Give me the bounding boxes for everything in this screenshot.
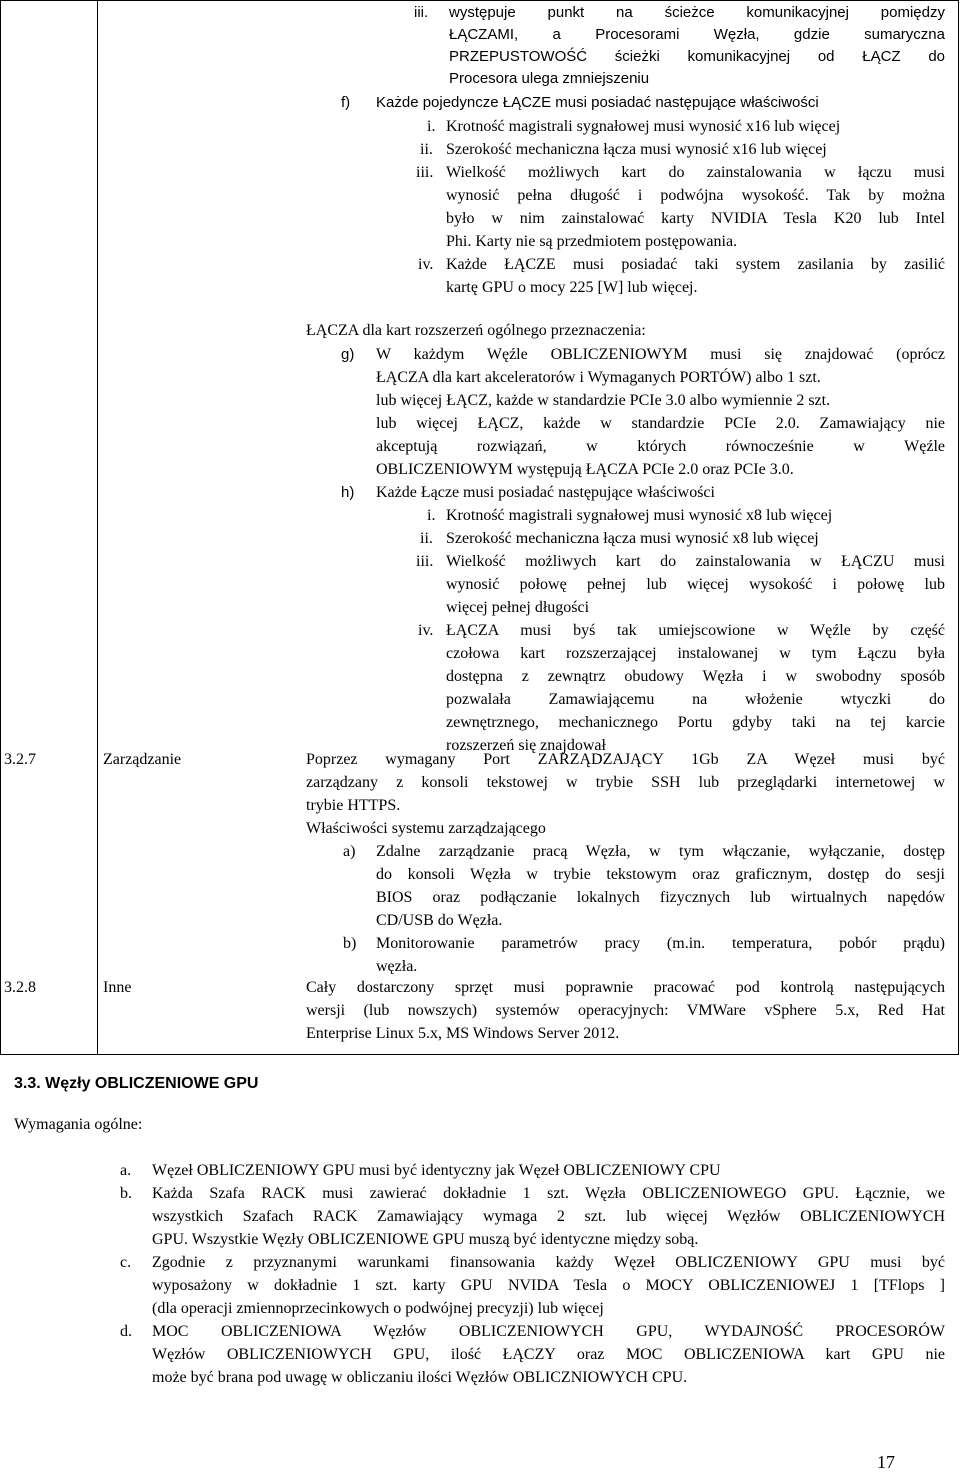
- h-item-line: rozszerzeń się znajdował: [446, 737, 606, 754]
- gpu-item-line: (dla operacji zmiennoprzecinkowych o podwójnej precyzji) lub więcej: [152, 1300, 604, 1317]
- row-text-line: Poprzez wymagany Port ZARZĄDZAJĄCY 1Gb ZA Węzeł musi być: [306, 751, 945, 768]
- table-col-divider: [97, 0, 98, 1055]
- gpu-item-label: b.: [120, 1185, 132, 1202]
- section-heading: 3.3. Węzły OBLICZENIOWE GPU: [14, 1075, 259, 1092]
- item-g-line: ŁĄCZA dla kart akceleratorów i Wymaganych PORTÓW) albo 1 szt.: [376, 369, 821, 386]
- h-item-line: czołowa kart rozszerzającej instalowanej w tym Łączu była: [446, 645, 945, 662]
- table-bottom-border: [0, 1054, 959, 1055]
- f-item-number: iv.: [418, 256, 434, 273]
- item-h-text: Każde Łącze musi posiadać następujące właściwości: [376, 484, 715, 501]
- section-subheading: Wymagania ogólne:: [14, 1116, 143, 1133]
- row-number: 3.2.8: [4, 979, 36, 996]
- mgmt-item-label: b): [343, 935, 357, 952]
- mgmt-item-line: BIOS oraz podłączanie lokalnych fizycznych lub wirtualnych napędów: [376, 889, 945, 906]
- table-top-border: [0, 0, 958, 1]
- f-item-line: było w nim zainstalować karty NVIDIA Tesla K20 lub Intel: [446, 210, 945, 227]
- table-left-border: [0, 0, 1, 1055]
- item-g-line: lub więcej ŁĄCZ, każde w standardzie PCIe 3.0 albo wymiennie 2 szt.: [376, 392, 831, 409]
- f-item-line: Każde ŁĄCZE musi posiadać taki system zasilania by zasilić: [446, 256, 945, 273]
- item-h-label: h): [341, 484, 355, 501]
- gpu-item-line: wszystkich Szafach RACK Zamawiający wymaga 2 szt. lub więcej Węzłów OBLICZENIOWYCH: [152, 1208, 945, 1225]
- general-intro: ŁĄCZA dla kart rozszerzeń ogólnego przeznaczenia:: [306, 322, 646, 339]
- page-number: 17: [877, 1452, 895, 1472]
- f-item-line: kartę GPU o mocy 225 [W] lub więcej.: [446, 279, 698, 296]
- gpu-item-line: Węzłów OBLICZENIOWYCH GPU, ilość ŁĄCZY oraz MOC OBLICZENIOWA kart GPU nie: [152, 1346, 945, 1363]
- row-number: 3.2.7: [4, 751, 36, 768]
- f-item-line: wynosić pełna długość i podwójna wysokość. Tak by można: [446, 187, 945, 204]
- h-item-number: iii.: [416, 553, 434, 570]
- item-g-line: W każdym Węźle OBLICZENIOWYM musi się znajdować (oprócz: [376, 346, 945, 363]
- gpu-item-label: d.: [120, 1323, 132, 1340]
- h-item-number: ii.: [420, 530, 433, 547]
- mgmt-item-line: węzła.: [376, 958, 418, 975]
- item-g-line: akceptują rozwiązań, w których równocześnie w Węźle: [376, 438, 945, 455]
- f-item-line: Krotność magistrali sygnałowej musi wynosić x16 lub więcej: [446, 118, 841, 135]
- gpu-item-line: MOC OBLICZENIOWA Węzłów OBLICZENIOWYCH GPU, WYDAJNOŚĆ PROCESORÓW: [152, 1323, 945, 1340]
- row-text-line: Cały dostarczony sprzęt musi poprawnie pracować pod kontrolą następujących: [306, 979, 945, 996]
- item-iii-line: występuje punkt na ścieżce komunikacyjnej pomiędzy: [449, 4, 945, 21]
- h-item-number: i.: [427, 507, 436, 524]
- row-label: Inne: [103, 979, 132, 996]
- f-item-number: i.: [427, 118, 436, 135]
- row-text-line: trybie HTTPS.: [306, 797, 401, 814]
- gpu-item-line: może być brana pod uwagę w obliczaniu ilości Węzłów OBLICZNIOWYCH CPU.: [152, 1369, 688, 1386]
- item-g-line: lub więcej ŁĄCZ, każde w standardzie PCIe 2.0. Zamawiający nie: [376, 415, 945, 432]
- item-iii-number: iii.: [414, 4, 429, 21]
- row-text-line: wersji (lub nowszych) systemów operacyjnych: VMWare vSphere 5.x, Red Hat: [306, 1002, 945, 1019]
- gpu-item-line: Zgodnie z przyznanymi warunkami finansowania każdy Węzeł OBLICZENIOWY GPU musi być: [152, 1254, 945, 1271]
- h-item-line: pozwalała Zamawiającemu na włożenie wtyczki do: [446, 691, 945, 708]
- f-item-line: Szerokość mechaniczna łącza musi wynosić x16 lub więcej: [446, 141, 827, 158]
- f-item-line: Wielkość możliwych kart do zainstalowania w łączu musi: [446, 164, 945, 181]
- gpu-item-line: Węzeł OBLICZENIOWY GPU musi być identyczny jak Węzeł OBLICZENIOWY CPU: [152, 1162, 721, 1179]
- h-item-line: więcej pełnej długości: [446, 599, 590, 616]
- table-right-border: [958, 0, 959, 1055]
- mgmt-item-line: CD/USB do Węzła.: [376, 912, 503, 929]
- mgmt-item-label: a): [343, 843, 356, 860]
- h-item-line: Wielkość możliwych kart do zainstalowania w ŁĄCZU musi: [446, 553, 945, 570]
- f-item-number: iii.: [416, 164, 434, 181]
- mgmt-item-line: Monitorowanie parametrów pracy (m.in. temperatura, pobór prądu): [376, 935, 945, 952]
- f-item-number: ii.: [420, 141, 433, 158]
- item-iii-line: PRZEPUSTOWOŚĆ ścieżki komunikacyjnej od ŁĄCZ do: [449, 48, 945, 65]
- h-item-line: dostępna z zewnątrz obudowy Węzła i w swobodny sposób: [446, 668, 945, 685]
- gpu-item-line: Każda Szafa RACK musi zawierać dokładnie 1 szt. Węzła OBLICZENIOWEGO GPU. Łącznie, we: [152, 1185, 945, 1202]
- item-f-label: f): [341, 94, 351, 111]
- h-item-number: iv.: [418, 622, 434, 639]
- row-text-line: Enterprise Linux 5.x, MS Windows Server 2012.: [306, 1025, 620, 1042]
- gpu-item-line: GPU. Wszystkie Węzły OBLICZENIOWE GPU muszą być identyczne między sobą.: [152, 1231, 699, 1248]
- mgmt-item-line: do konsoli Węzła w trybie tekstowym oraz graficznym, dostęp do sesji: [376, 866, 945, 883]
- item-g-line: OBLICZENIOWYM występują ŁĄCZA PCIe 2.0 oraz PCIe 3.0.: [376, 461, 794, 478]
- item-iii-line: ŁĄCZAMI, a Procesorami Węzła, gdzie sumaryczna: [449, 26, 945, 43]
- gpu-item-line: wyposażony w dokładnie 1 szt. karty GPU NVIDA Tesla o MOCY OBLICZENIOWEJ 1 [TFlops ]: [152, 1277, 945, 1294]
- gpu-item-label: a.: [120, 1162, 132, 1179]
- f-item-line: Phi. Karty nie są przedmiotem postępowania.: [446, 233, 738, 250]
- h-item-line: ŁĄCZA musi byś tak umiejscowione w Węźle by część: [446, 622, 945, 639]
- item-iii-line: Procesora ulega zmniejszeniu: [449, 70, 650, 87]
- row-text-line: zarządzany z konsoli tekstowej w trybie SSH lub przeglądarki internetowej w: [306, 774, 945, 791]
- row-label: Zarządzanie: [103, 751, 182, 768]
- props-title: Właściwości systemu zarządzającego: [306, 820, 546, 837]
- h-item-line: wynosić połowę pełnej lub więcej wysokość i połowę lub: [446, 576, 945, 593]
- h-item-line: Szerokość mechaniczna łącza musi wynosić x8 lub więcej: [446, 530, 819, 547]
- h-item-line: zewnętrznego, mechanicznego Portu gdyby taki na tej karcie: [446, 714, 945, 731]
- h-item-line: Krotność magistrali sygnałowej musi wynosić x8 lub więcej: [446, 507, 833, 524]
- item-g-label: g): [341, 346, 355, 363]
- gpu-item-label: c.: [120, 1254, 132, 1271]
- mgmt-item-line: Zdalne zarządzanie pracą Węzła, w tym włączanie, wyłączanie, dostęp: [376, 843, 945, 860]
- item-f-text: Każde pojedyncze ŁĄCZE musi posiadać następujące właściwości: [376, 94, 819, 111]
